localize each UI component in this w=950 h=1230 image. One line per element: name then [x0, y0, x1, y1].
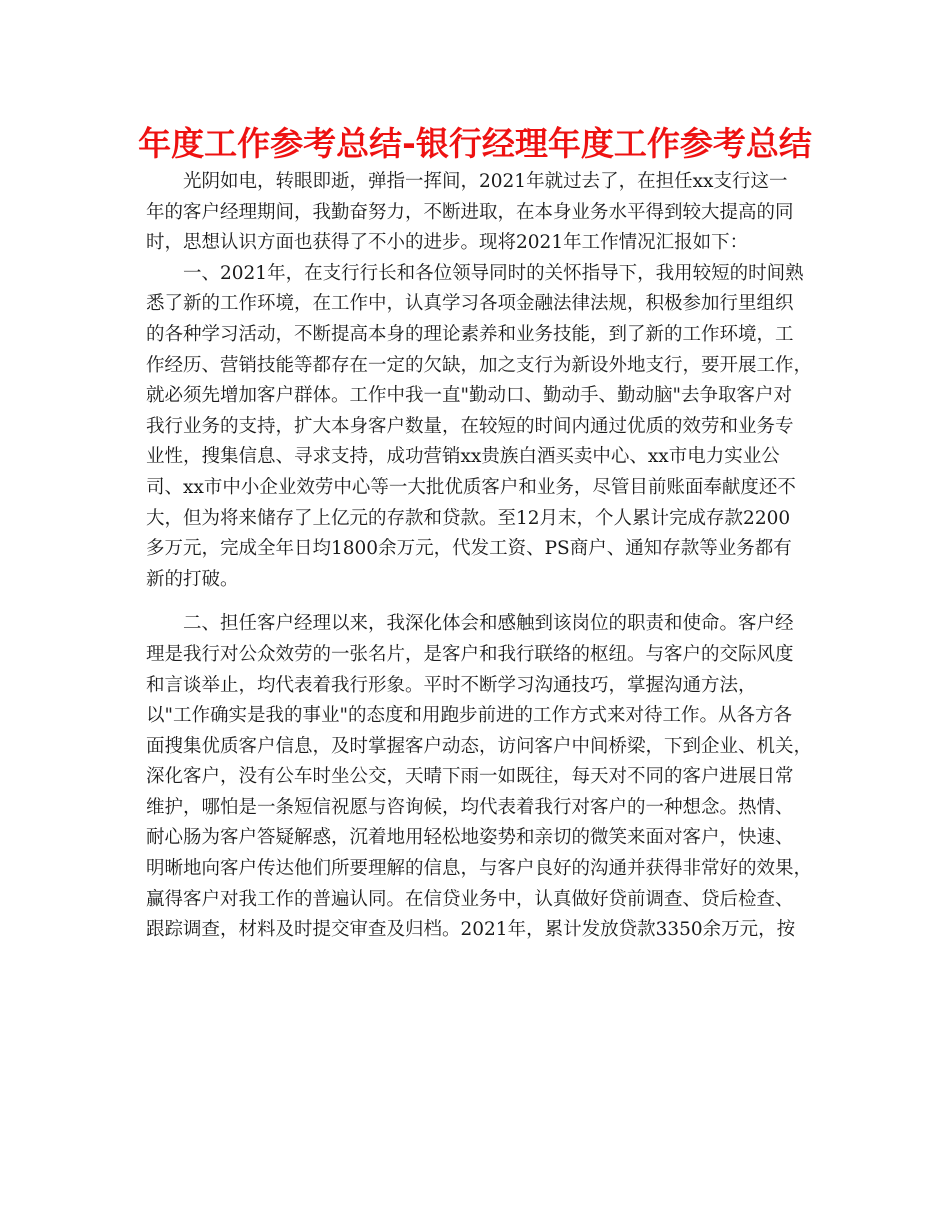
- document-body: [146, 167, 813, 946]
- paragraph-spacer: [146, 595, 806, 609]
- paragraph-section-two: [146, 609, 813, 946]
- paragraph-line: 深化客户，没有公车时坐公交，天晴下雨一如既往，每天对不同的客户进展日常: [146, 766, 794, 788]
- paragraph-line: 就必须先增加客户群体。工作中我一直"勤动口、勤动手、勤动脑"去争取客户对: [146, 385, 793, 407]
- paragraph-line: 以"工作确实是我的事业"的态度和用跑步前进的工作方式来对待工作。从各方各: [146, 705, 793, 727]
- paragraph-line: 年的客户经理期间，我勤奋努力，不断进取，在本身业务水平得到较大提高的同: [146, 201, 794, 223]
- paragraph-line: 的各种学习活动，不断提高本身的理论素养和业务技能，到了新的工作环境，工: [146, 323, 794, 345]
- paragraph-line: 面搜集优质客户信息，及时掌握客户动态，访问客户中间桥梁，下到企业、机关，: [146, 735, 813, 757]
- paragraph-line: 和言谈举止，均代表着我行形象。平时不断学习沟通技巧，掌握沟通方法，: [146, 674, 757, 696]
- paragraph-line: 司、xx市中小企业效劳中心等一大批优质客户和业务，尽管目前账面奉献度还不: [146, 476, 796, 498]
- paragraph-line: 时，思想认识方面也获得了不小的进步。现将2021年工作情况汇报如下：: [146, 232, 749, 254]
- paragraph-line: 耐心肠为客户答疑解惑，沉着地用轻松地姿势和亲切的微笑来面对客户，快速、: [146, 827, 794, 849]
- paragraph-section-one: [146, 259, 813, 596]
- document-title: 年度工作参考总结-银行经理年度工作参考总结: [138, 124, 812, 163]
- paragraph-line: 赢得客户对我工作的普遍认同。在信贷业务中，认真做好贷前调查、贷后检查、: [146, 888, 794, 910]
- paragraph-line: 作经历、营销技能等都存在一定的欠缺，加之支行为新设外地支行，要开展工作，: [146, 354, 813, 376]
- paragraph-line: 一、2021年，在支行行长和各位领导同时的关怀指导下，我用较短的时间熟: [183, 262, 804, 284]
- paragraph-line: 跟踪调查，材料及时提交审查及归档。2021年，累计发放贷款3350余万元，按: [146, 919, 796, 941]
- paragraph-intro: [146, 167, 806, 259]
- paragraph-line: 悉了新的工作环境，在工作中，认真学习各项金融法律法规，积极参加行里组织: [146, 293, 794, 315]
- paragraph-line: 新的打破。: [146, 568, 239, 590]
- paragraph-line: 理是我行对公众效劳的一张名片，是客户和我行联络的枢纽。与客户的交际风度: [146, 643, 794, 665]
- paragraph-line: 大，但为将来储存了上亿元的存款和贷款。至12月末，个人累计完成存款2200: [146, 507, 791, 529]
- paragraph-line: 多万元，完成全年日均1800余万元，代发工资、PS商户、通知存款等业务都有: [146, 538, 792, 560]
- paragraph-line: 我行业务的支持，扩大本身客户数量，在较短的时间内通过优质的效劳和业务专: [146, 415, 794, 437]
- paragraph-line: 光阴如电，转眼即逝，弹指一挥间，2021年就过去了，在担任xx支行这一: [183, 171, 788, 192]
- paragraph-line: 明晰地向客户传达他们所要理解的信息，与客户良好的沟通并获得非常好的效果，: [146, 858, 813, 880]
- paragraph-line: 维护，哪怕是一条短信祝愿与咨询候，均代表着我行对客户的一种想念。热情、: [146, 796, 794, 818]
- paragraph-line: 二、担任客户经理以来，我深化体会和感触到该岗位的职责和使命。客户经: [183, 613, 794, 635]
- paragraph-line: 业性，搜集信息、寻求支持，成功营销xx贵族白酒买卖中心、xx市电力实业公: [146, 446, 780, 468]
